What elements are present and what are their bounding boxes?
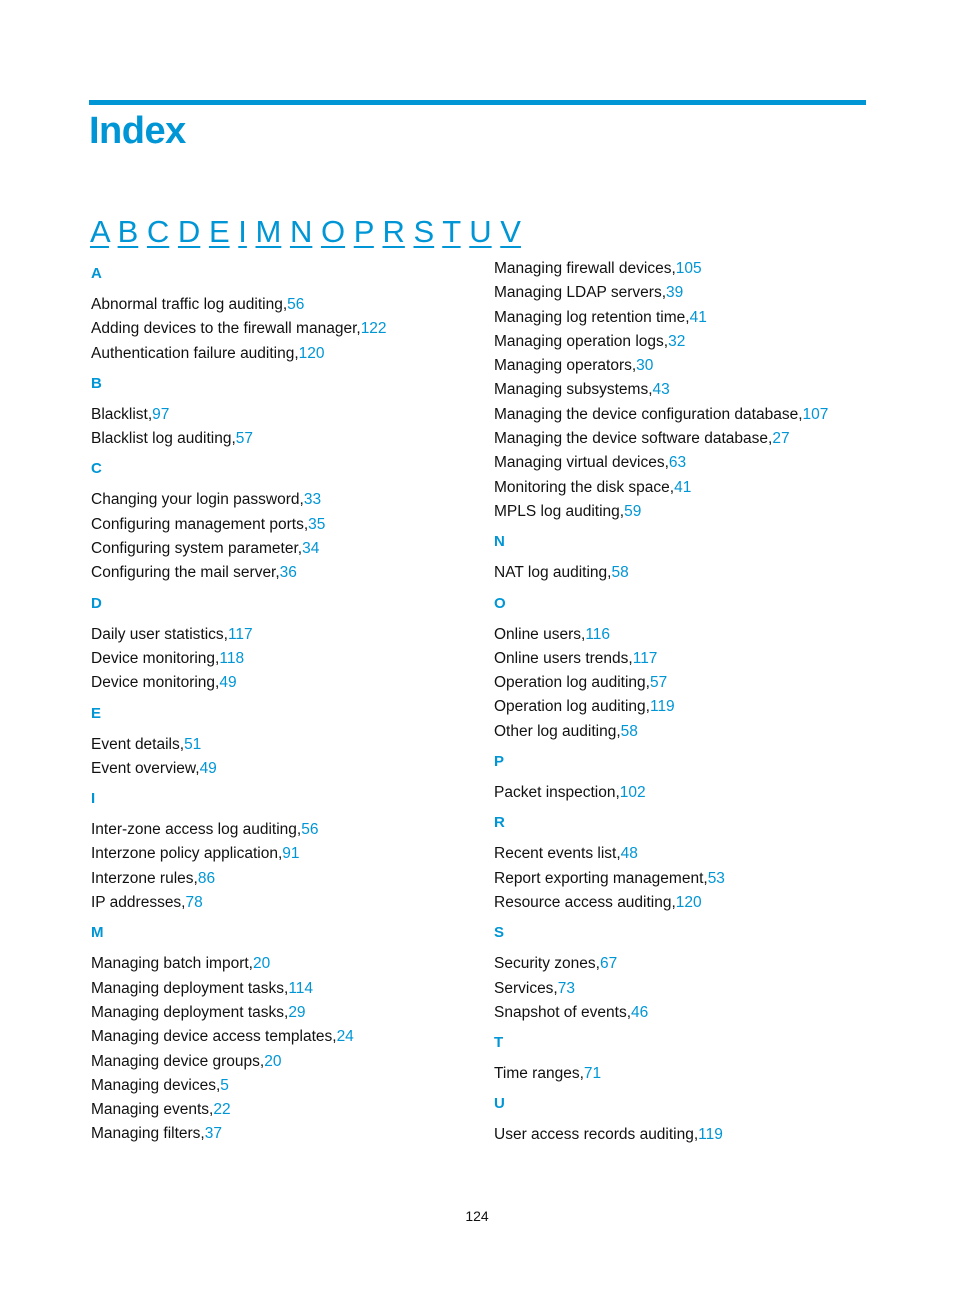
- entry-text: Managing events,: [91, 1101, 214, 1119]
- index-entry: [494, 867, 874, 891]
- index-entry: [91, 671, 471, 695]
- letter-link-e[interactable]: E: [208, 214, 230, 249]
- letter-link-v[interactable]: V: [500, 214, 521, 249]
- index-entry: [494, 403, 874, 427]
- index-entry: [494, 257, 874, 281]
- entry-page-link[interactable]: 119: [698, 1126, 723, 1144]
- entry-page-link[interactable]: 97: [152, 405, 170, 423]
- index-entry: [494, 330, 874, 354]
- entry-text: Report exporting management,: [494, 869, 708, 887]
- letter-link-t[interactable]: T: [442, 214, 461, 249]
- entry-page-link[interactable]: 24: [336, 1028, 354, 1046]
- entry-page-link[interactable]: 67: [599, 955, 618, 973]
- entry-text: Authentication failure auditing,: [91, 344, 299, 362]
- entry-text: Inter-zone access log auditing,: [91, 821, 302, 839]
- entry-page-link[interactable]: 119: [649, 698, 675, 716]
- index-entry: [494, 451, 874, 475]
- entry-text: Operation log auditing,: [494, 674, 650, 692]
- entry-text: Interzone policy application,: [91, 845, 283, 863]
- letter-link-u[interactable]: U: [469, 214, 492, 249]
- index-entry: [494, 891, 874, 915]
- index-entry: [91, 977, 471, 1001]
- entry-text: Managing the device configuration database,: [494, 405, 803, 423]
- entry-text: Packet inspection,: [494, 784, 620, 802]
- entry-page-link[interactable]: 48: [620, 845, 638, 863]
- entry-page-link[interactable]: 35: [308, 515, 326, 533]
- entry-text: Managing devices,: [91, 1076, 221, 1094]
- entry-text: Time ranges,: [494, 1065, 584, 1083]
- letter-link-m[interactable]: M: [255, 214, 282, 249]
- entry-page-link[interactable]: 58: [620, 722, 638, 740]
- entry-page-link[interactable]: 57: [649, 674, 668, 692]
- index-entry: [494, 561, 874, 585]
- entry-text: Managing deployment tasks,: [91, 979, 289, 997]
- entry-page-link[interactable]: 86: [197, 869, 216, 887]
- entry-text: Snapshot of events,: [494, 1003, 632, 1021]
- entry-text: User access records auditing,: [494, 1126, 699, 1144]
- entry-text: Daily user statistics,: [91, 625, 228, 643]
- entry-page-link[interactable]: 27: [772, 430, 790, 448]
- entry-text: Online users,: [494, 625, 586, 643]
- group-heading-m: M: [91, 924, 104, 942]
- entry-page-link[interactable]: 91: [282, 845, 300, 863]
- index-entry: [91, 403, 471, 427]
- entry-text: Device monitoring,: [91, 649, 220, 667]
- index-entry: [91, 427, 471, 451]
- index-entry: [91, 1074, 471, 1098]
- entry-page-link[interactable]: 59: [624, 502, 642, 520]
- entry-page-link[interactable]: 118: [219, 649, 245, 667]
- entry-page-link[interactable]: 56: [287, 296, 305, 313]
- index-entry: [494, 842, 874, 866]
- entry-text: Event details,: [91, 735, 185, 753]
- entry-page-link[interactable]: 78: [185, 894, 203, 912]
- entry-text: Operation log auditing,: [494, 698, 650, 716]
- entry-text: Managing filters,: [91, 1125, 205, 1143]
- index-entry: [494, 306, 874, 330]
- index-entry: [494, 354, 874, 378]
- entry-text: Online users trends,: [494, 649, 633, 667]
- index-entry: [91, 293, 471, 317]
- entry-page-link[interactable]: 46: [631, 1003, 649, 1021]
- index-entry: [91, 317, 471, 341]
- group-heading-s: S: [494, 924, 505, 942]
- index-entry: [91, 537, 471, 561]
- entry-text: Interzone rules,: [91, 869, 198, 887]
- entry-page-link[interactable]: 49: [199, 759, 217, 777]
- entry-text: Managing operation logs,: [494, 332, 669, 350]
- letter-link-b[interactable]: B: [117, 214, 139, 249]
- letter-link-r[interactable]: R: [382, 214, 405, 249]
- entry-page-link[interactable]: 120: [675, 893, 702, 911]
- index-entry: [494, 500, 874, 524]
- index-entry: [494, 781, 874, 805]
- page-number: 124: [465, 1208, 489, 1224]
- entry-page-link[interactable]: 58: [611, 564, 629, 582]
- entry-page-link[interactable]: 122: [360, 320, 387, 338]
- index-entry: [494, 378, 874, 402]
- letter-link-p[interactable]: P: [353, 214, 374, 249]
- entry-page-link[interactable]: 63: [668, 454, 687, 472]
- index-entry: [91, 891, 471, 915]
- entry-text: Recent events list,: [494, 845, 621, 863]
- entry-text: Monitoring the disk space,: [494, 478, 675, 496]
- entry-page-link[interactable]: 34: [302, 540, 320, 558]
- index-entry: [494, 476, 874, 500]
- entry-page-link[interactable]: 41: [674, 478, 692, 496]
- group-heading-a: A: [91, 265, 102, 282]
- index-entry: [494, 977, 874, 1001]
- entry-text: IP addresses,: [91, 894, 186, 912]
- entry-text: Resource access auditing,: [494, 893, 676, 911]
- index-entry: [91, 1025, 471, 1049]
- entry-text: Configuring system parameter,: [91, 540, 303, 558]
- entry-text: Managing device groups,: [91, 1052, 265, 1070]
- letter-link-o[interactable]: O: [320, 214, 346, 249]
- entry-page-link[interactable]: 56: [301, 821, 319, 839]
- index-entry: [91, 1122, 471, 1146]
- entry-page-link[interactable]: 29: [288, 1003, 306, 1021]
- entry-page-link[interactable]: 41: [689, 308, 707, 326]
- index-entry: [91, 623, 471, 647]
- entry-page-link[interactable]: 49: [219, 674, 237, 692]
- index-entry: [91, 513, 471, 537]
- entry-page-link[interactable]: 32: [668, 332, 686, 350]
- entry-page-link[interactable]: 20: [252, 955, 271, 973]
- index-entry: [494, 1123, 874, 1147]
- entry-page-link[interactable]: 114: [288, 979, 314, 997]
- entry-text: Security zones,: [494, 955, 600, 973]
- index-entry: [494, 952, 874, 976]
- entry-text: Event overview,: [91, 759, 200, 777]
- letter-link-n[interactable]: N: [289, 214, 313, 249]
- entry-text: Device monitoring,: [91, 674, 220, 692]
- index-entry: [494, 720, 874, 744]
- index-entry: [494, 671, 874, 695]
- entry-text: Managing log retention time,: [494, 308, 690, 326]
- group-heading-i: I: [91, 790, 96, 808]
- entry-text: Managing firewall devices,: [494, 260, 676, 277]
- index-entry: [91, 1098, 471, 1122]
- entry-text: Adding devices to the firewall manager,: [91, 320, 361, 338]
- group-heading-n: N: [494, 533, 505, 551]
- entry-page-link[interactable]: 120: [298, 344, 325, 362]
- entry-page-link[interactable]: 117: [227, 625, 253, 643]
- entry-page-link[interactable]: 53: [707, 869, 725, 887]
- page-title: Index: [89, 110, 186, 152]
- index-entry: [91, 867, 471, 891]
- group-heading-b: B: [91, 374, 102, 392]
- entry-page-link[interactable]: 57: [235, 430, 253, 448]
- index-entry: [91, 818, 471, 842]
- letter-link-a[interactable]: A: [90, 214, 109, 249]
- entry-text: Blacklist,: [91, 405, 153, 423]
- entry-page-link[interactable]: 116: [585, 625, 611, 643]
- entry-page-link[interactable]: 117: [632, 649, 658, 667]
- entry-page-link[interactable]: 107: [802, 405, 829, 423]
- index-column-left: [91, 262, 471, 1147]
- index-entry: [494, 1001, 874, 1025]
- entry-text: Configuring the mail server,: [91, 564, 280, 582]
- entry-text: MPLS log auditing,: [494, 502, 625, 520]
- index-entry: [91, 647, 471, 671]
- entry-page-link[interactable]: 30: [636, 357, 654, 375]
- entry-page-link[interactable]: 37: [204, 1125, 222, 1143]
- letter-navigation: [90, 214, 521, 250]
- entry-page-link[interactable]: 33: [303, 491, 322, 509]
- index-entry: [494, 427, 874, 451]
- index-entry: [494, 281, 874, 305]
- entry-page-link[interactable]: 105: [675, 260, 702, 277]
- entry-page-link[interactable]: 71: [583, 1065, 602, 1083]
- entry-page-link[interactable]: 39: [666, 284, 684, 302]
- entry-text: Managing the device software database,: [494, 430, 773, 448]
- index-entry: [91, 1050, 471, 1074]
- entry-text: Configuring management ports,: [91, 515, 309, 533]
- index-entry: [494, 695, 874, 719]
- entry-text: Services,: [494, 979, 558, 997]
- entry-page-link[interactable]: 5: [220, 1076, 229, 1094]
- index-entry: [494, 1062, 874, 1086]
- group-heading-r: R: [494, 814, 505, 832]
- index-entry: [91, 842, 471, 866]
- entry-page-link[interactable]: 73: [557, 979, 575, 997]
- group-heading-t: T: [494, 1034, 504, 1052]
- entry-text: Managing batch import,: [91, 955, 253, 973]
- entry-page-link[interactable]: 43: [652, 381, 670, 399]
- entry-page-link[interactable]: 36: [279, 564, 297, 582]
- group-heading-p: P: [494, 753, 505, 771]
- group-heading-d: D: [91, 594, 102, 612]
- entry-text: Changing your login password,: [91, 491, 304, 509]
- entry-text: Managing virtual devices,: [494, 454, 669, 472]
- entry-text: Other log auditing,: [494, 722, 621, 740]
- letter-link-i[interactable]: I: [238, 214, 247, 249]
- index-entry: [91, 488, 471, 512]
- index-entry: [91, 757, 471, 781]
- entry-page-link[interactable]: 102: [619, 784, 646, 802]
- entry-page-link[interactable]: 51: [184, 735, 202, 753]
- entry-text: Managing operators,: [494, 357, 637, 375]
- letter-link-s[interactable]: S: [413, 214, 435, 249]
- entry-text: Managing deployment tasks,: [91, 1003, 289, 1021]
- entry-page-link[interactable]: 20: [264, 1052, 282, 1070]
- letter-link-c[interactable]: C: [146, 214, 170, 249]
- entry-text: NAT log auditing,: [494, 564, 612, 582]
- group-heading-e: E: [91, 704, 102, 722]
- index-column-right: [494, 257, 874, 1148]
- title-rule: [89, 100, 866, 105]
- entry-text: Blacklist log auditing,: [91, 430, 236, 448]
- index-entry: [91, 1001, 471, 1025]
- index-entry: [91, 952, 471, 976]
- letter-link-d[interactable]: D: [177, 214, 201, 249]
- group-heading-u: U: [494, 1095, 505, 1113]
- index-entry: [494, 623, 874, 647]
- entry-text: Managing subsystems,: [494, 381, 653, 399]
- entry-page-link[interactable]: 22: [213, 1101, 231, 1119]
- index-entry: [494, 647, 874, 671]
- entry-text: Managing device access templates,: [91, 1028, 337, 1046]
- index-entry: [91, 561, 471, 585]
- entry-text: Abnormal traffic log auditing,: [91, 296, 288, 313]
- index-entry: [91, 733, 471, 757]
- entry-text: Managing LDAP servers,: [494, 284, 667, 302]
- group-heading-c: C: [91, 460, 102, 478]
- index-entry: [91, 342, 471, 366]
- group-heading-o: O: [494, 594, 506, 612]
